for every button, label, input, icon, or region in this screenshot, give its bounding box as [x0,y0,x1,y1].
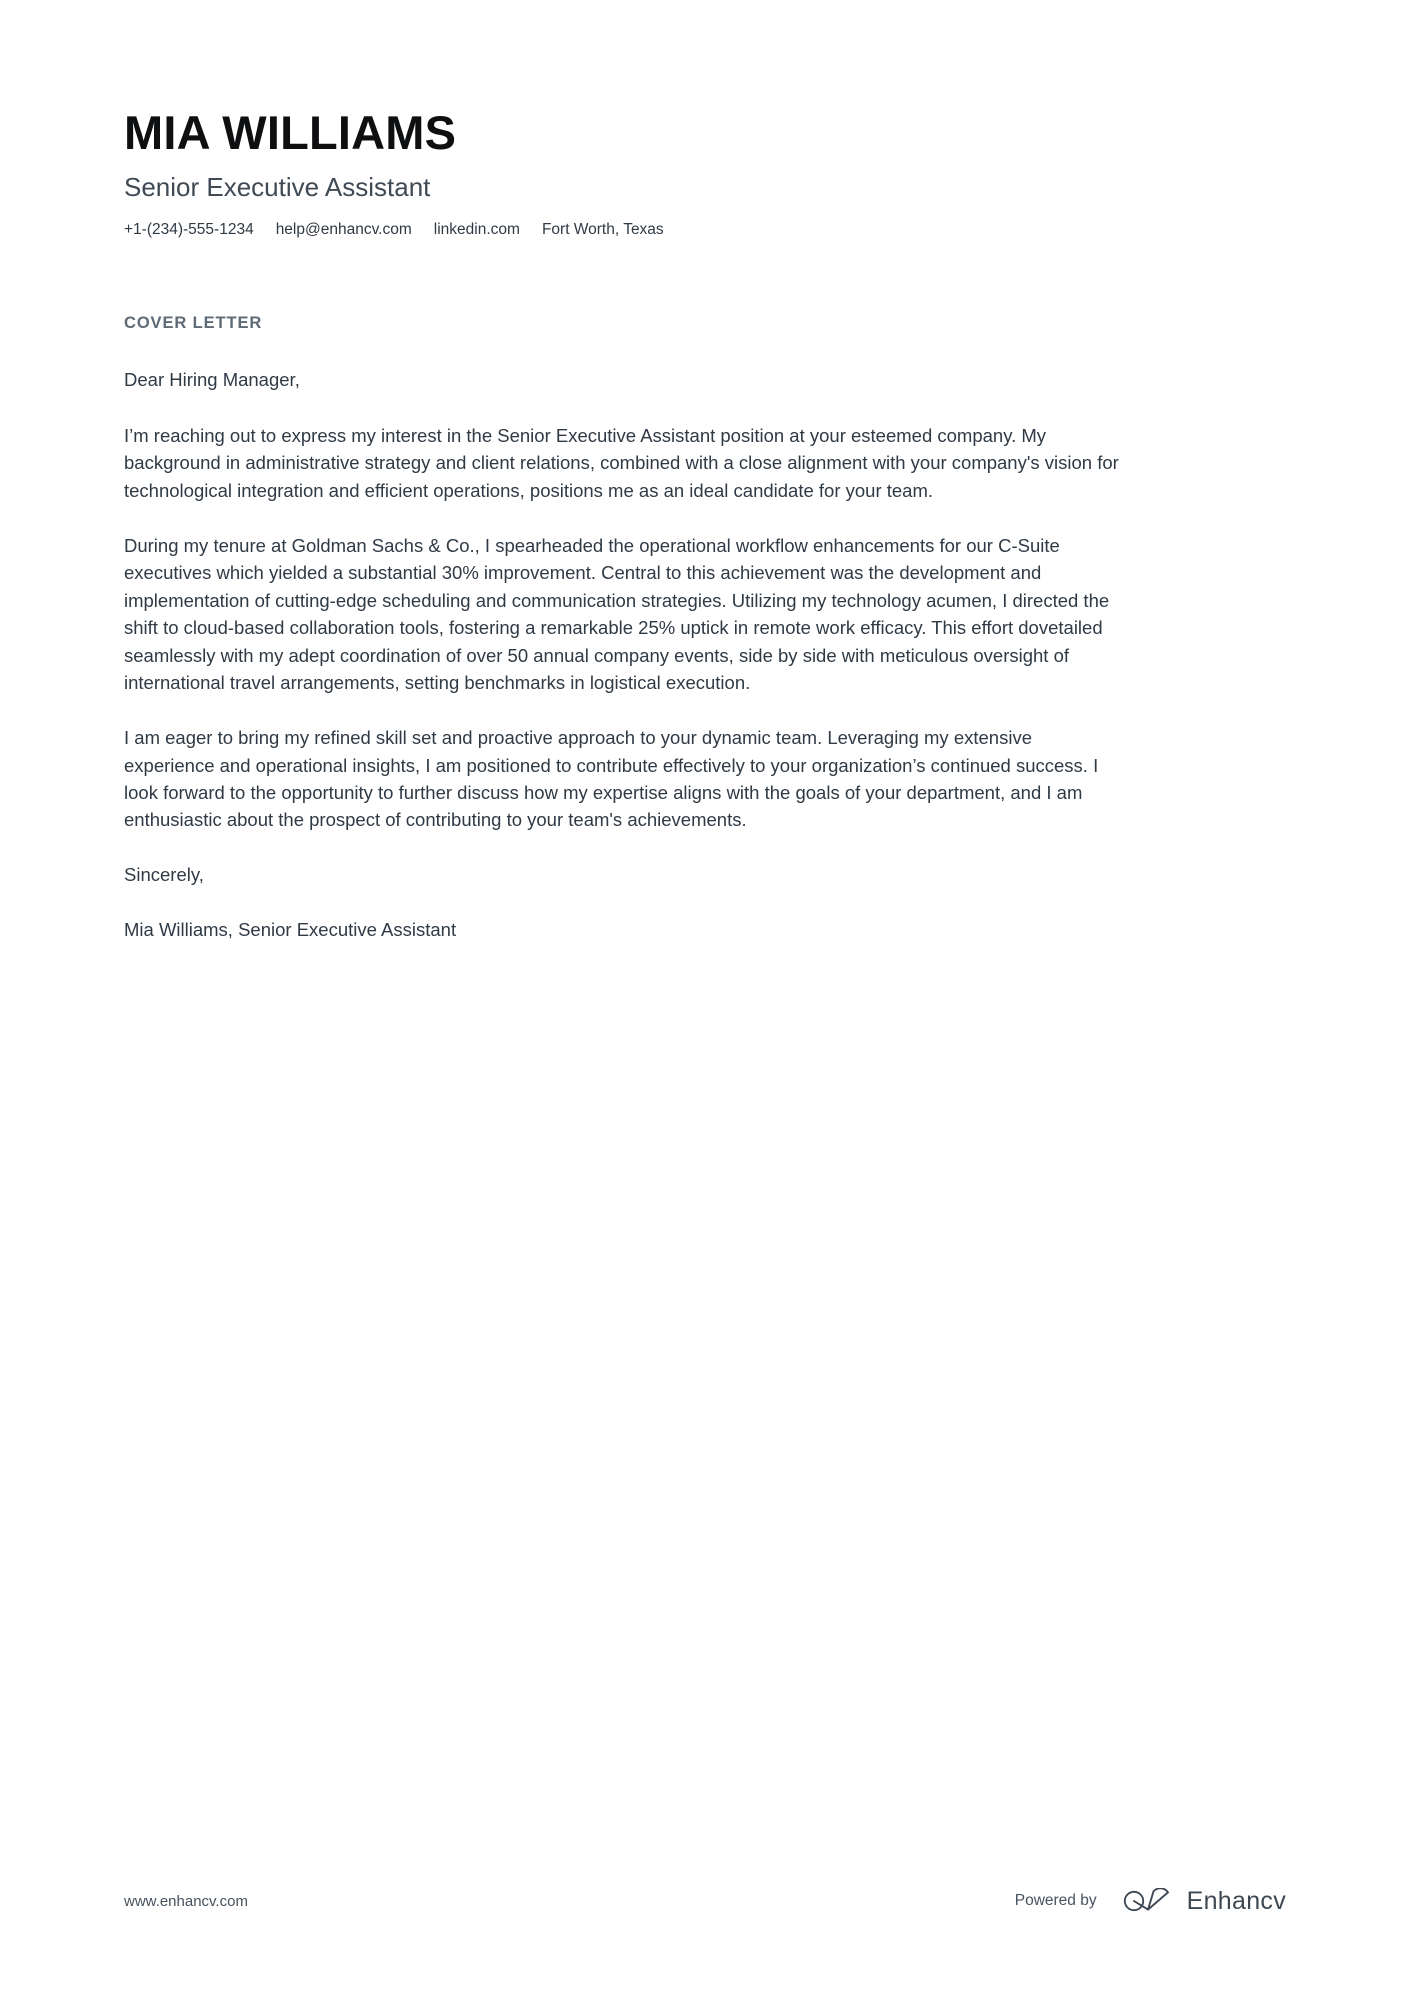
enhancv-logo-icon [1123,1888,1174,1914]
page-footer [0,1881,1410,1921]
candidate-name: MIA WILLIAMS [124,106,457,159]
enhancv-brand-name: Enhancv [1186,1886,1286,1915]
footer-website-url[interactable]: www.enhancv.com [124,1892,248,1910]
powered-by-label: Powered by [1014,1892,1097,1910]
contact-email[interactable]: help@enhancv.com [275,221,412,238]
footer-branding [1015,1888,1286,1914]
contact-linkedin[interactable]: linkedin.com [433,221,520,238]
letter-paragraph-1: I’m reaching out to express my interest in the Senior Executive Assistant position at your esteemed company. My background in administrative strategy and client relations, combined with a close alignment with your company's vision for technological integration and efficient operations, positions me as an ideal candidate for your team. [124,424,1119,501]
contact-phone: +1-(234)-555-1234 [124,221,254,238]
cover-letter-body [124,314,1286,943]
contact-location: Fort Worth, Texas [541,221,664,238]
letter-header [124,0,1286,240]
contact-row [124,220,1286,240]
letter-paragraph-3: I am eager to bring my refined skill set and proactive approach to your dynamic team. Leveraging my extensive experience and operational insights, I am positioned to contribute effectively to your organization’s continued success. I look forward to the opportunity to further discuss how my expertise aligns with the goals of your department, and I am enthusiastic about the prospect of contributing to your team's achievements. [124,727,1099,831]
enhancv-brand-lockup[interactable] [1123,1888,1286,1914]
section-heading-cover-letter: COVER LETTER [124,314,263,333]
letter-paragraph-2: During my tenure at Goldman Sachs & Co., I spearheaded the operational workflow enhancements for our C-Suite executives which yielded a substantial 30% improvement. Central to this achievement was the development and implementation of cutting-edge scheduling and communication strategies. Utilizing my technology acumen, I directed the shift to cloud-based collaboration tools, fostering a remarkable 25% uptick in remote work efficacy. This effort dovetailed seamlessly with my adept coordination of over 50 annual company events, side by side with meticulous oversight of international travel arrangements, setting benchmarks in logistical execution. [124,535,1110,693]
candidate-job-title: Senior Executive Assistant [124,171,431,202]
page-content [124,0,1286,943]
letter-closing: Sincerely, [124,863,204,885]
letter-signature: Mia Williams, Senior Executive Assistant [124,918,457,940]
letter-salutation: Dear Hiring Manager, [124,369,300,391]
